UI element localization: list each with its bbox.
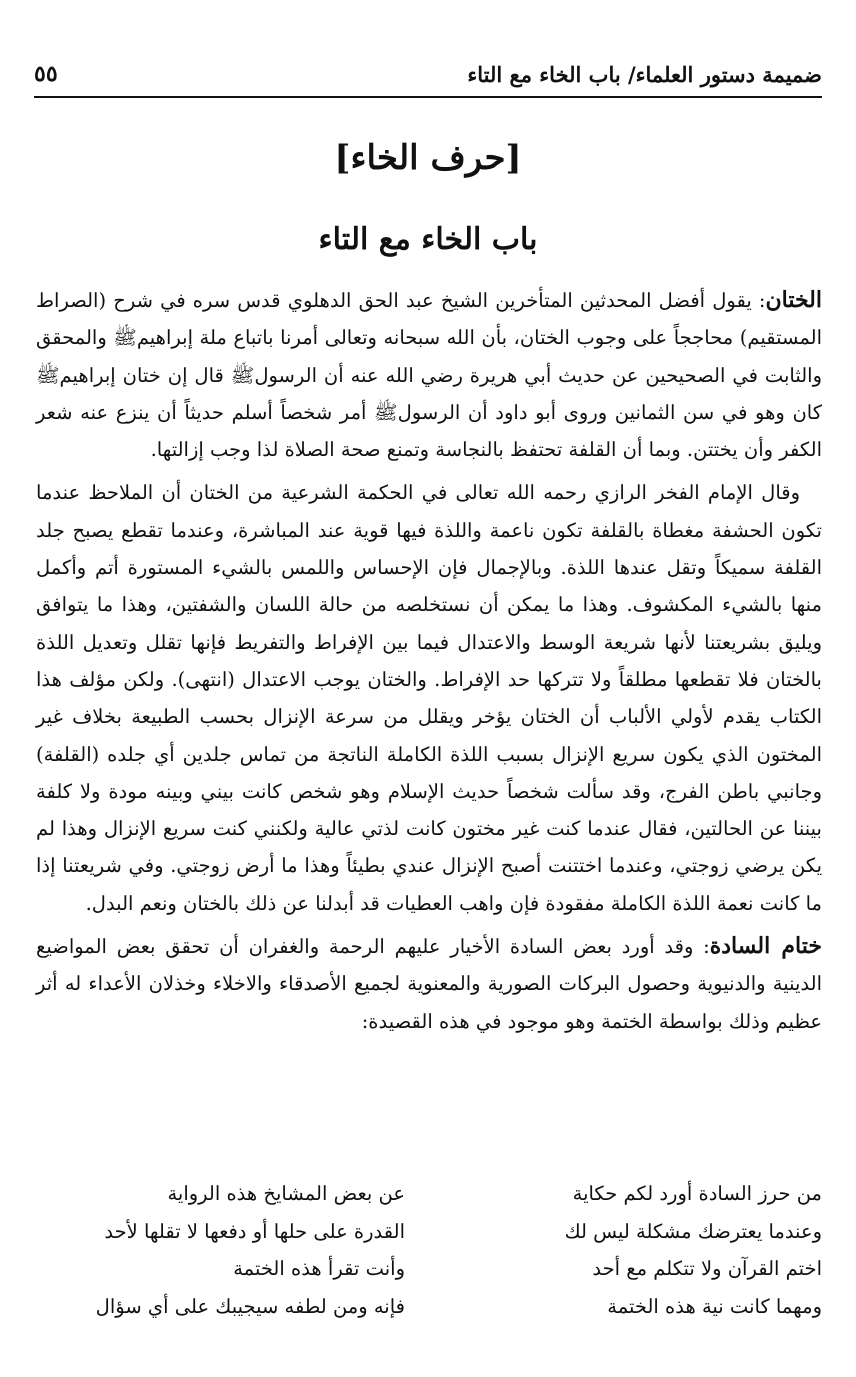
verse-left: القدرة على حلها أو دفعها لا تقلها لأحد (104, 1219, 405, 1243)
paragraph-circumcision (36, 282, 822, 468)
verse-left: وأنت تقرأ هذه الختمة (233, 1257, 405, 1280)
page-number: ٥٥ (34, 61, 58, 87)
body-text (36, 282, 822, 1040)
page-header (34, 52, 822, 98)
verse-left: عن بعض المشايخ هذه الرواية (167, 1182, 405, 1205)
verse-left: فإنه ومن لطفه سيجيبك على أي سؤال (95, 1294, 405, 1318)
paragraph-khitam-text: : وقد أورد بعض السادة الأخيار عليهم الرحمة والغفران أن تحقق بعض المواضيع الدينية والدنيوية وحصول البركات الصورية والمعنوية لجميع الأصدقاء والاخلاء وخذلان الأعداء له أثر عظيم وذلك بواسطة الختمة وهو موجود في هذه القصيدة: (36, 935, 822, 1033)
term-circumcision: الختان (765, 287, 822, 313)
verse-right: ومهما كانت نية هذه الختمة (607, 1294, 822, 1318)
verse-right: من حرز السادة أورد لكم حكاية (572, 1182, 822, 1205)
term-khitam: ختام السادة (709, 933, 822, 960)
verse-right: وعندما يعترضك مشكلة ليس لك (564, 1219, 822, 1243)
paragraph-razi: وقال الإمام الفخر الرازي رحمه الله تعالى في الحكمة الشرعية من الختان أن الملاحظ عندما تكون الحشفة مغطاة بالقلفة تكون ناعمة واللذة فيها قوية عند المباشرة، وعندما تقطع يصبح جلد القلفة سميكاً وتقل عندها اللذة. وبالإجمال فإن الإحساس واللمس بالشيء المستورة أتم وأكمل منها بالشيء المكشوف. وهذا ما يمكن أن نستخلصه من حالة اللسان والشفتين، وهذا ما يتوافق ويليق بشريعتنا لأنها شريعة الوسط والاعتدال فيما بين الإفراط والتفريط فإنها تقلل وتعديل اللذة بالختان فلا تقطعها مطلقاً ولا تتركها حد الإفراط. والختان يوجب الاعتدال (انتهى). ولكن مؤلف هذا الكتاب يقدم لأولي الألباب أن الختان يؤخر ويقلل من سرعة الإنزال بحسب الطبيعة بخلاف غير المختون الذي يكون سريع الإنزال بسبب اللذة الكاملة الناتجة من تماس جلدين أي جلده (القلفة) وجانبي باطن الفرج، وقد سألت شخصاً حديث الإسلام وهو شخص كانت بيني وبينه مودة ولا كلفة بيننا عن الحالتين، فقال عندما كنت غير مختون كانت لذتي عالية ولكنني كنت سريع الإنزال وهذا لم يكن يرضي زوجتي، وعندما اختتنت أصبح الإنزال عندي بطيئاً وهذا ما أرض زوجتي. وفي شريعتنا إذا ما كانت نعمة اللذة الكاملة مفقودة فإن واهب العطيات قد أبدلنا عن ذلك بالختان ونعم البدل. (36, 481, 822, 915)
paragraph-circumcision-text: : يقول أفضل المحدثين المتأخرين الشيخ عبد الحق الدهلوي قدس سره في شرح (الصراط المستقيم) محاججاً على وجوب الختان، بأن الله سبحانه وتعالى أمرنا باتباع ملة إبراهيمﷺ والمحقق والثابت في الصحيحين عن حديث أبي هريرة رضي الله عنه أن الرسولﷺ قال إن ختان إبراهيمﷺ كان وهو في سن الثمانين وروى أبو داود أن الرسولﷺ أمر شخصاً أسلم حديثاً أن ينزع عنه شعر الكفر وأن يختتن. وبما أن القلفة تحتفظ بالنجاسة وتمنع صحة الصلاة لذا وجب إزالتها. (36, 289, 822, 462)
paragraph-khitam (36, 928, 822, 1040)
running-head: ضميمة دستور العلماء/ باب الخاء مع التاء (467, 61, 822, 87)
section-title: باب الخاء مع التاء (318, 222, 538, 257)
poem (36, 1175, 822, 1325)
verse-right: اختم القرآن ولا تتكلم مع أحد (592, 1257, 822, 1280)
chapter-title: [حرف الخاء] (334, 138, 522, 178)
